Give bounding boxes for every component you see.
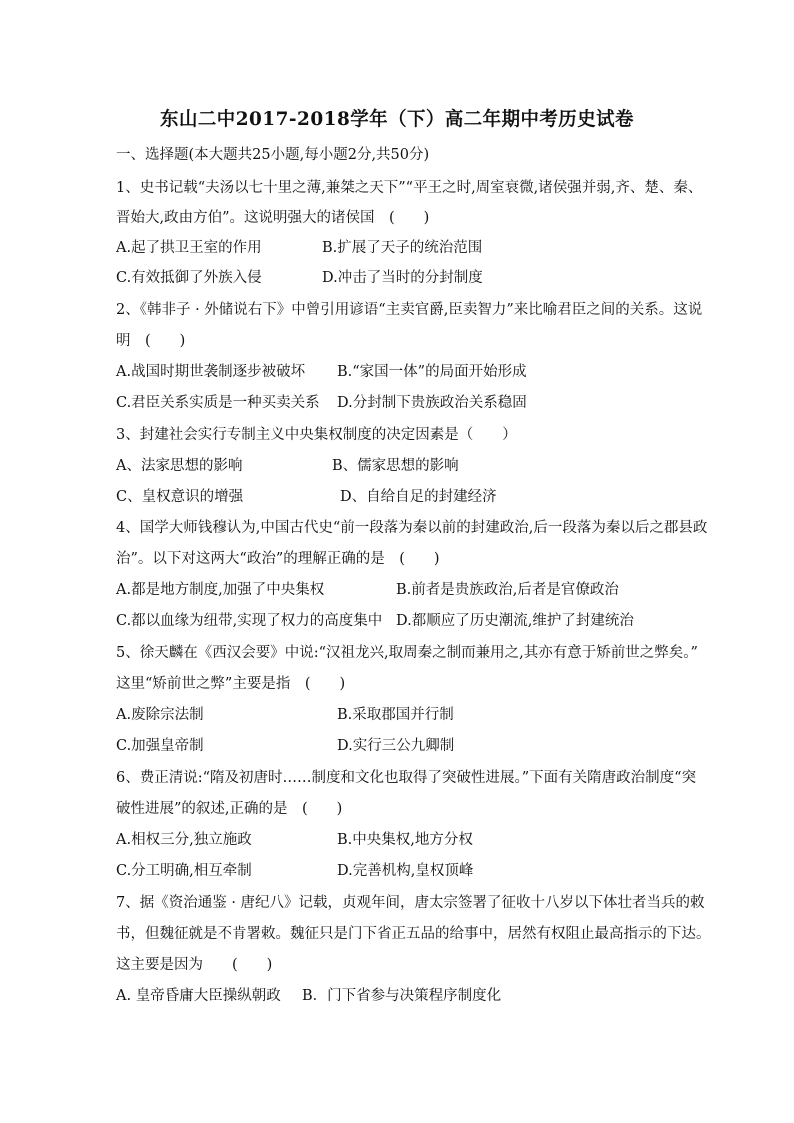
question-5-option-a: A.废除宗法制 (116, 707, 204, 723)
question-1-line-1: 1、史书记载“夫汤以七十里之薄,兼桀之天下”“平王之时,周室衰微,诸侯强并弱,齐、楚、秦、 (116, 180, 703, 196)
question-6-option-b: B.中央集权,地方分权 (337, 832, 473, 848)
question-7-line-2: 书，但魏征就是不肯署敕。魏征只是门下省正五品的给事中，居然有权阻止最高指示的下达。 (116, 926, 711, 942)
question-2-option-d: D.分封制下贵族政治关系稳固 (337, 395, 527, 411)
question-4-option-a: A.都是地方制度,加强了中央集权 (116, 582, 325, 598)
question-4-option-c: C.都以血缘为纽带,实现了权力的高度集中 (116, 613, 383, 629)
question-1-option-d: D.冲击了当时的分封制度 (322, 270, 483, 286)
exam-title: 东山二中2017-2018学年（下）高二年期中考历史试卷 (160, 108, 634, 130)
question-6-line-1: 6、费正清说:“隋及初唐时……制度和文化也取得了突破性进展。”下面有关隋唐政治制度“突 (116, 770, 697, 786)
question-2-option-b: B.“家国一体”的局面开始形成 (337, 364, 527, 380)
section-heading: 一、选择题(本大题共25小题,每小题2分,共50分) (116, 147, 430, 163)
question-2-line-1: 2、《韩非子 · 外储说右下》中曾引用谚语“主卖官爵,臣卖智力”来比喻君臣之间的关系。这说 (116, 302, 703, 318)
question-7-option-b: B．门下省参与决策程序制度化 (302, 988, 502, 1004)
question-4-line-2: 治”。以下对这两大“政治”的理解正确的是 ( ) (116, 551, 440, 567)
question-3-option-c: C、皇权意识的增强 (116, 489, 244, 505)
question-1-line-2: 晋始大,政由方伯”。这说明强大的诸侯国 ( ) (116, 210, 430, 226)
question-6-option-d: D.完善机构,皇权顶峰 (337, 863, 474, 879)
question-4-option-b: B.前者是贵族政治,后者是官僚政治 (396, 582, 619, 598)
question-3-option-a: A、法家思想的影响 (116, 458, 243, 474)
question-5-line-2: 这里“矫前世之弊”主要是指 ( ) (116, 676, 346, 692)
question-4-option-d: D.都顺应了历史潮流,维护了封建统治 (396, 613, 634, 629)
question-5-option-b: B.采取郡国并行制 (337, 707, 454, 723)
question-3-option-d: D、自给自足的封建经济 (340, 489, 497, 505)
question-7-option-a: A. 皇帝昏庸大臣操纵朝政 (116, 988, 281, 1004)
question-3-option-b: B、儒家思想的影响 (332, 458, 459, 474)
question-6-line-2: 破性进展”的叙述,正确的是 ( ) (116, 801, 343, 817)
question-7-line-3: 这主要是因为 ( ) (116, 957, 273, 973)
question-1-option-a: A.起了拱卫王室的作用 (116, 240, 262, 256)
question-5-option-c: C.加强皇帝制 (116, 738, 204, 754)
question-1-option-b: B.扩展了天子的统治范围 (322, 240, 483, 256)
question-5-line-1: 5、徐天麟在《西汉会要》中说:“汉祖龙兴,取周秦之制而兼用之,其亦有意于矫前世之弊矣。” (116, 645, 698, 661)
question-2-option-a: A.战国时期世袭制逐步被破坏 (116, 364, 306, 380)
question-5-option-d: D.实行三公九卿制 (337, 738, 455, 754)
question-3-line-1: 3、封建社会实行专制主义中央集权制度的决定因素是（ ） (116, 427, 517, 443)
question-1-option-c: C.有效抵御了外族入侵 (116, 270, 262, 286)
question-6-option-a: A.相权三分,独立施政 (116, 832, 252, 848)
question-6-option-c: C.分工明确,相互牵制 (116, 863, 252, 879)
question-4-line-1: 4、国学大师钱穆认为,中国古代史“前一段落为秦以前的封建政治,后一段落为秦以后之郡县政 (116, 520, 708, 536)
question-2-option-c: C.君臣关系实质是一种买卖关系 (116, 395, 320, 411)
question-2-line-2: 明 ( ) (116, 333, 186, 349)
question-7-line-1: 7、据《资治通鉴 · 唐纪八》记载，贞观年间，唐太宗签署了征收十八岁以下体壮者当兵的敕 (116, 895, 705, 911)
